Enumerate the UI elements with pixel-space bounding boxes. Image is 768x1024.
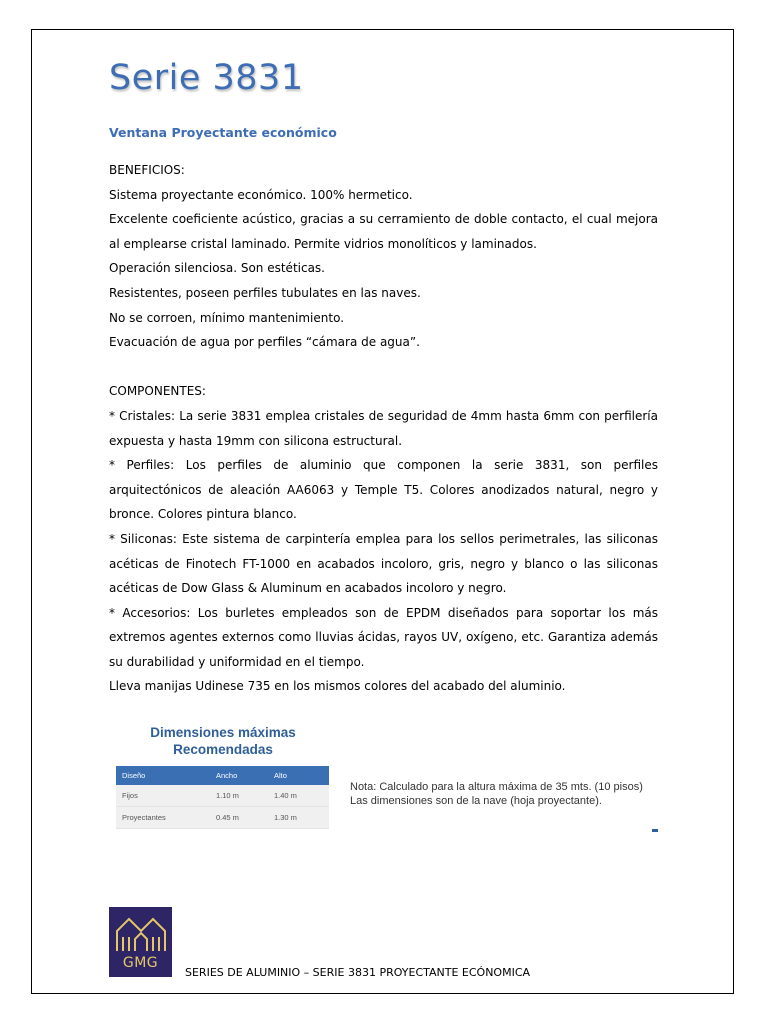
table-cell: 0.45 m [210,807,268,829]
note-line2: Las dimensiones son de la nave (hoja proyectante). [350,794,602,807]
benefits-heading: BENEFICIOS: [109,163,185,177]
benefit-item: Excelente coeficiente acústico, gracias a su cerramiento de doble contacto, el cual mejora al emplearse cristal laminado. Permite vidrios monolíticos y laminados. [109,212,658,251]
logo-text: GMG [122,955,159,971]
benefit-item: Resistentes, poseen perfiles tubulates en las naves. [109,285,421,300]
dimensions-title-line1: Dimensiones máximas [150,725,296,740]
table-cell: 1.30 m [268,807,329,829]
benefit-item: Operación silenciosa. Son estéticas. [109,261,325,276]
table-cell: 1.10 m [210,785,268,807]
benefit-item: Evacuación de agua por perfiles “cámara de agua”. [109,335,420,350]
benefit-item: No se corroen, mínimo mantenimiento. [109,310,345,325]
table-row [116,807,329,829]
table-cell: Proyectantes [116,807,210,829]
component-perfiles: * Perfiles: Los perfiles de aluminio que componen la serie 3831, son perfiles arquitectónicos de aleación AA6063 y Temple T5. Colores anodizados natural, negro y bronce. Colores pintura blanco. [109,458,658,522]
benefit-item: Sistema proyectante económico. 100% hermetico. [109,187,413,202]
company-logo [109,907,172,977]
component-accesorios: * Accesorios: Los burletes empleados son de EPDM diseñados para soportar los más extremos agentes externos como lluvias ácidas, rayos UV, oxígeno, etc. Garantiza además su durabilidad y uniformidad en el tiempo. [109,605,658,669]
component-siliconas: * Siliconas: Este sistema de carpintería emplea para los sellos perimetrales, las siliconas acéticas de Finotech FT-1000 en acabados incoloro, gris, negro y blanco o las siliconas acéticas de Dow Glass & Aluminum en acabados incoloro y negro. [109,531,658,596]
document-subtitle: Ventana Proyectante económico [109,125,337,140]
table-row [116,785,329,807]
dimensions-heading [116,724,330,758]
dimensions-note [350,781,643,808]
document-title: Serie 3831 [109,58,304,98]
column-header-alto: Alto [268,766,329,785]
component-cristales: * Cristales: La serie 3831 emplea cristales de seguridad de 4mm hasta 6mm con perfilería expuesta y hasta 19mm con silicona estructural. [109,408,658,448]
dimensions-title-line2: Recomendadas [173,742,273,757]
component-manijas: Lleva manijas Udinese 735 en los mismos colores del acabado del aluminio. [109,679,566,694]
houses-logo-icon [109,907,172,955]
decorative-mark [652,829,658,832]
table-cell: 1.40 m [268,785,329,807]
column-header-diseno: Diseño [116,766,210,785]
components-heading: COMPONENTES: [109,384,206,399]
table-cell: Fijos [116,785,210,807]
body-text [109,158,658,699]
footer-text: SERIES DE ALUMINIO – SERIE 3831 PROYECTANTE ECÓNOMICA [185,966,531,979]
dimensions-table [116,766,329,829]
paragraph-spacer [109,355,658,380]
table-header-row [116,766,329,785]
column-header-ancho: Ancho [210,766,268,785]
note-line1: Nota: Calculado para la altura máxima de 35 mts. (10 pisos) [350,781,643,793]
